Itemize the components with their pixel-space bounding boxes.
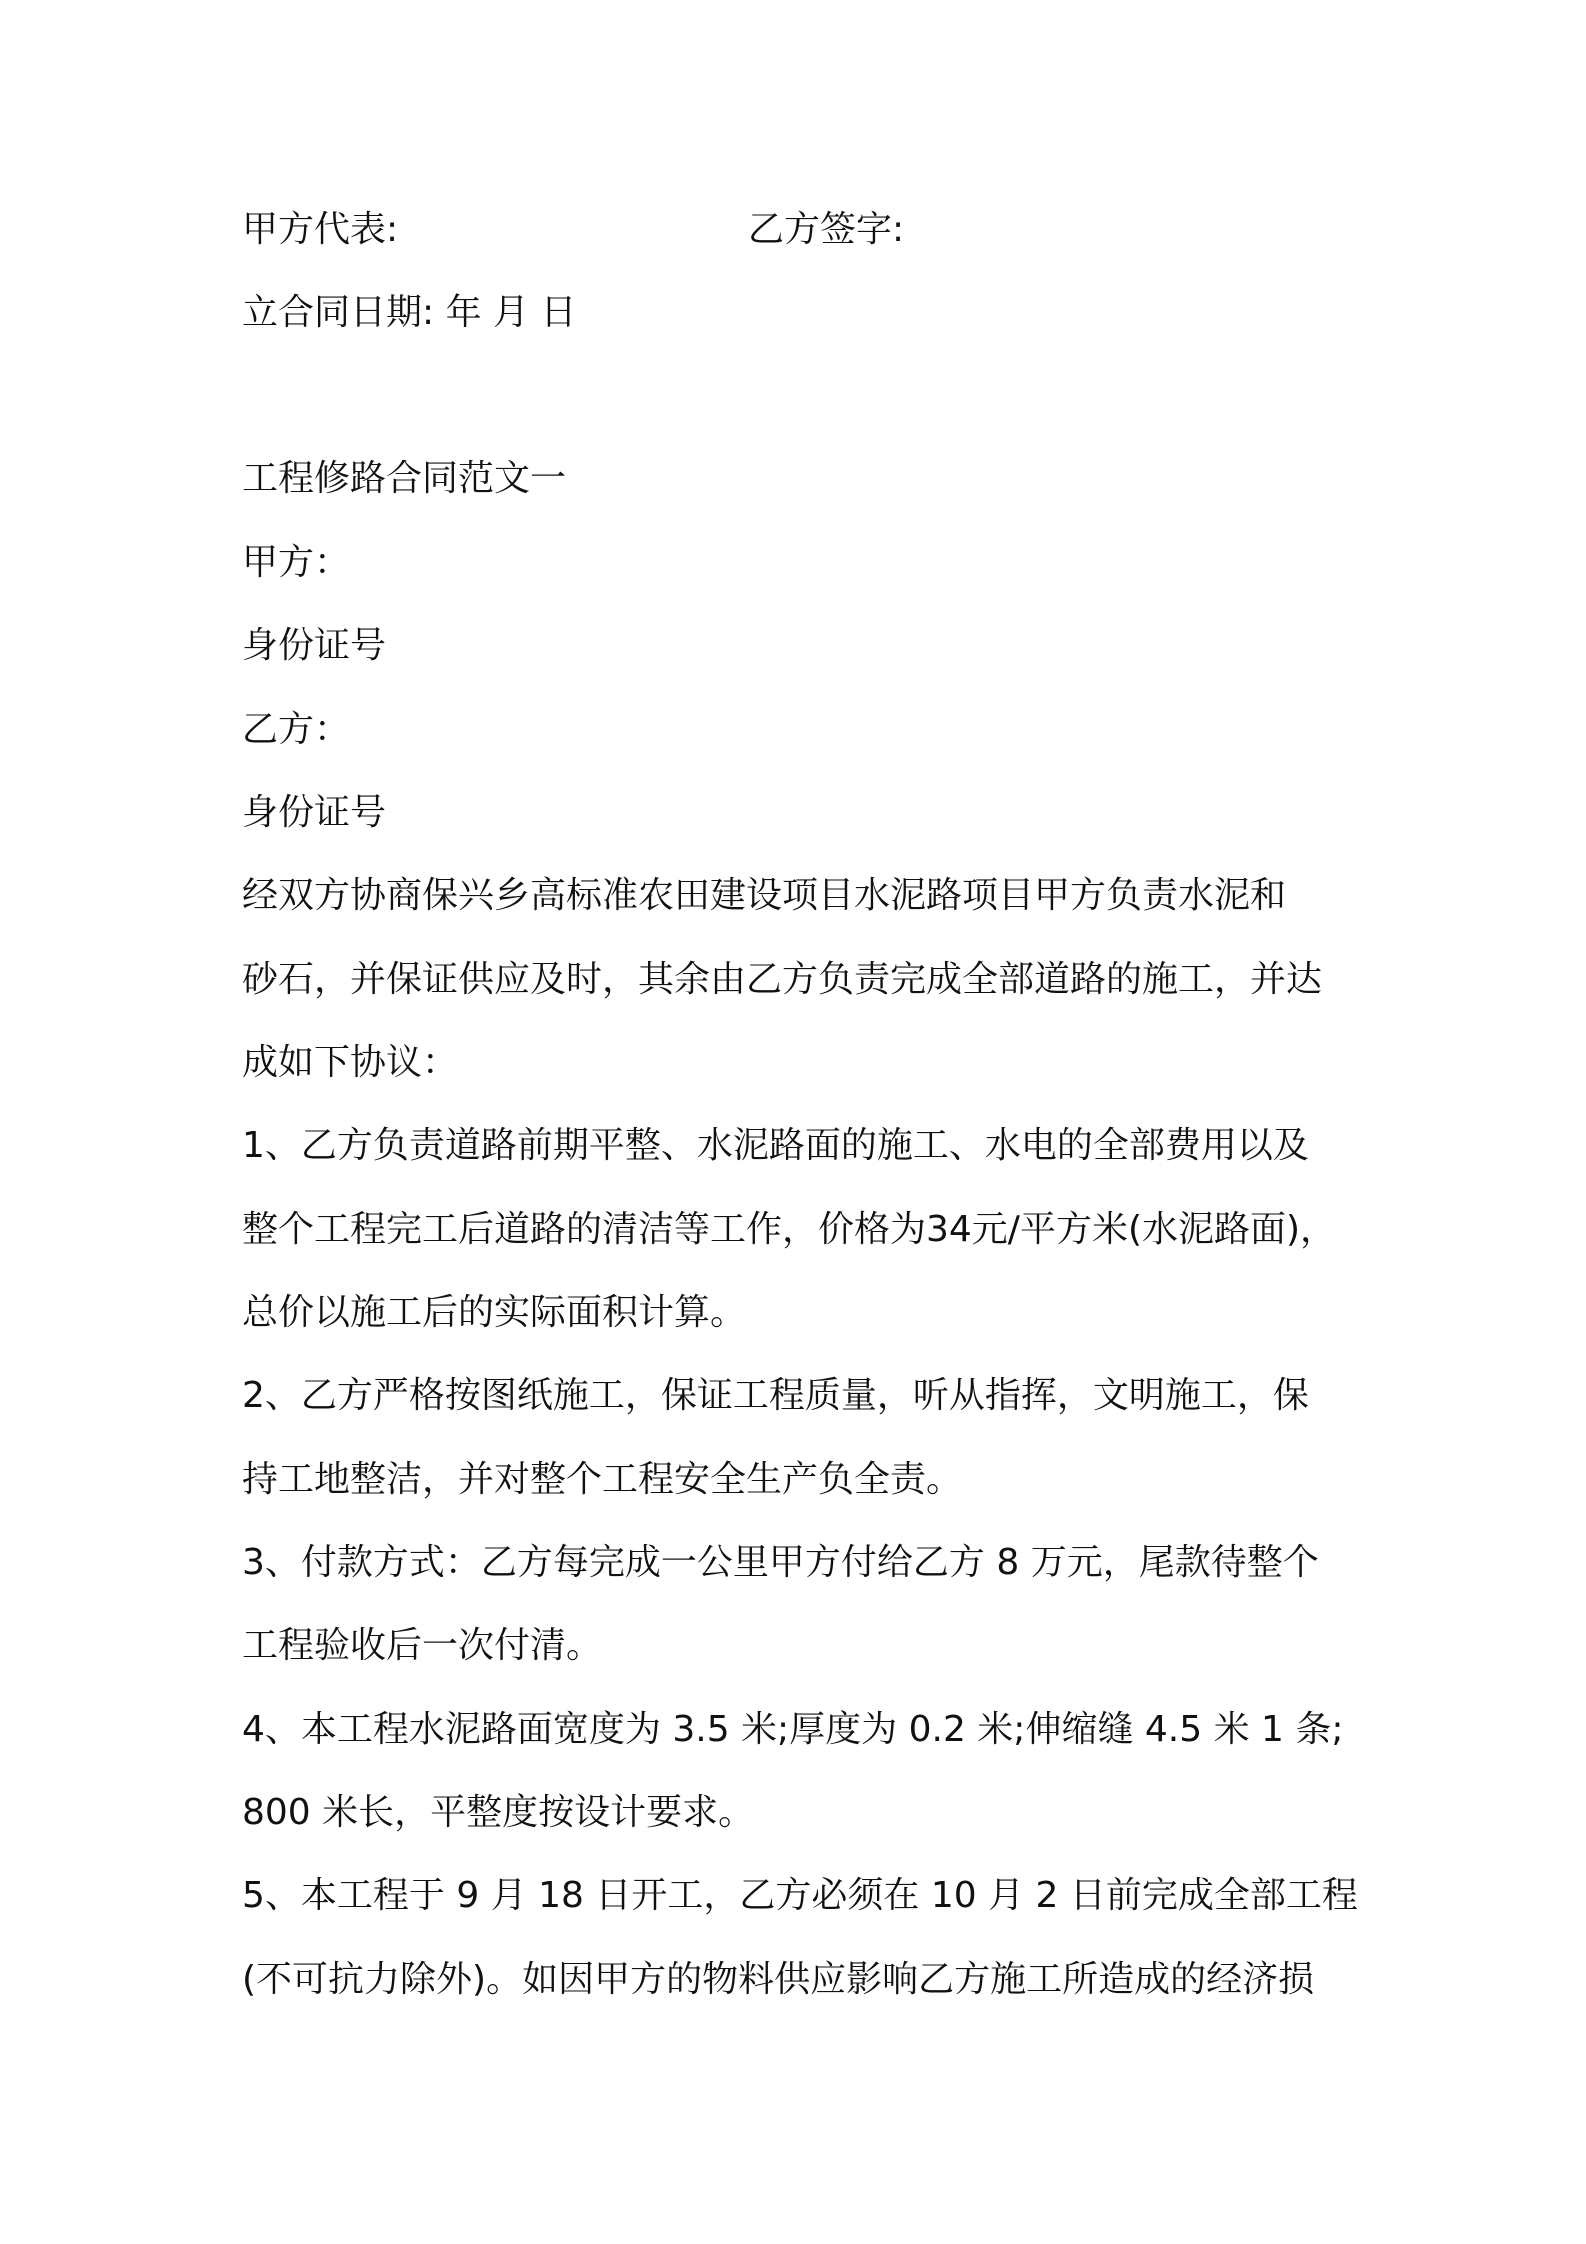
intro-line: 砂石，并保证供应及时，其余由乙方负责完成全部道路的施工，并达 <box>242 959 1323 1000</box>
clause-line: 整个工程完工后道路的清洁等工作，价格为34元/平方米(水泥路面)， <box>242 1209 1337 1250</box>
party-b-signature-label: 乙方签字: <box>748 209 905 250</box>
clause-line: 1、乙方负责道路前期平整、水泥路面的施工、水电的全部费用以及 <box>242 1125 1309 1166</box>
clause-line: 总价以施工后的实际面积计算。 <box>242 1292 747 1333</box>
party-b-id-label: 身份证号 <box>242 792 387 833</box>
party-a-label: 甲方： <box>242 542 351 583</box>
contract-date-line: 立合同日期: 年 月 日 <box>242 292 577 333</box>
intro-line: 成如下协议： <box>242 1042 459 1083</box>
party-a-id-label: 身份证号 <box>242 625 387 666</box>
clause-line: 工程验收后一次付清。 <box>242 1625 603 1666</box>
clause-line: 800 米长，平整度按设计要求。 <box>242 1792 755 1833</box>
clause-line: 持工地整洁，并对整个工程安全生产负全责。 <box>242 1459 963 1500</box>
intro-line: 经双方协商保兴乡高标准农田建设项目水泥路项目甲方负责水泥和 <box>242 875 1287 916</box>
clause-line: (不可抗力除外)。如因甲方的物料供应影响乙方施工所造成的经济损 <box>242 1959 1315 2000</box>
clause-line: 4、本工程水泥路面宽度为 3.5 米;厚度为 0.2 米;伸缩缝 4.5 米 1 条; <box>242 1709 1344 1750</box>
clause-line: 5、本工程于 9 月 18 日开工，乙方必须在 10 月 2 日前完成全部工程 <box>242 1875 1358 1916</box>
document-title: 工程修路合同范文一 <box>242 458 567 499</box>
party-a-representative-label: 甲方代表: <box>242 209 399 250</box>
party-b-label: 乙方： <box>242 709 351 750</box>
clause-line: 3、付款方式：乙方每完成一公里甲方付给乙方 8 万元，尾款待整个 <box>242 1542 1319 1583</box>
clause-line: 2、乙方严格按图纸施工，保证工程质量，听从指挥，文明施工，保 <box>242 1375 1309 1416</box>
